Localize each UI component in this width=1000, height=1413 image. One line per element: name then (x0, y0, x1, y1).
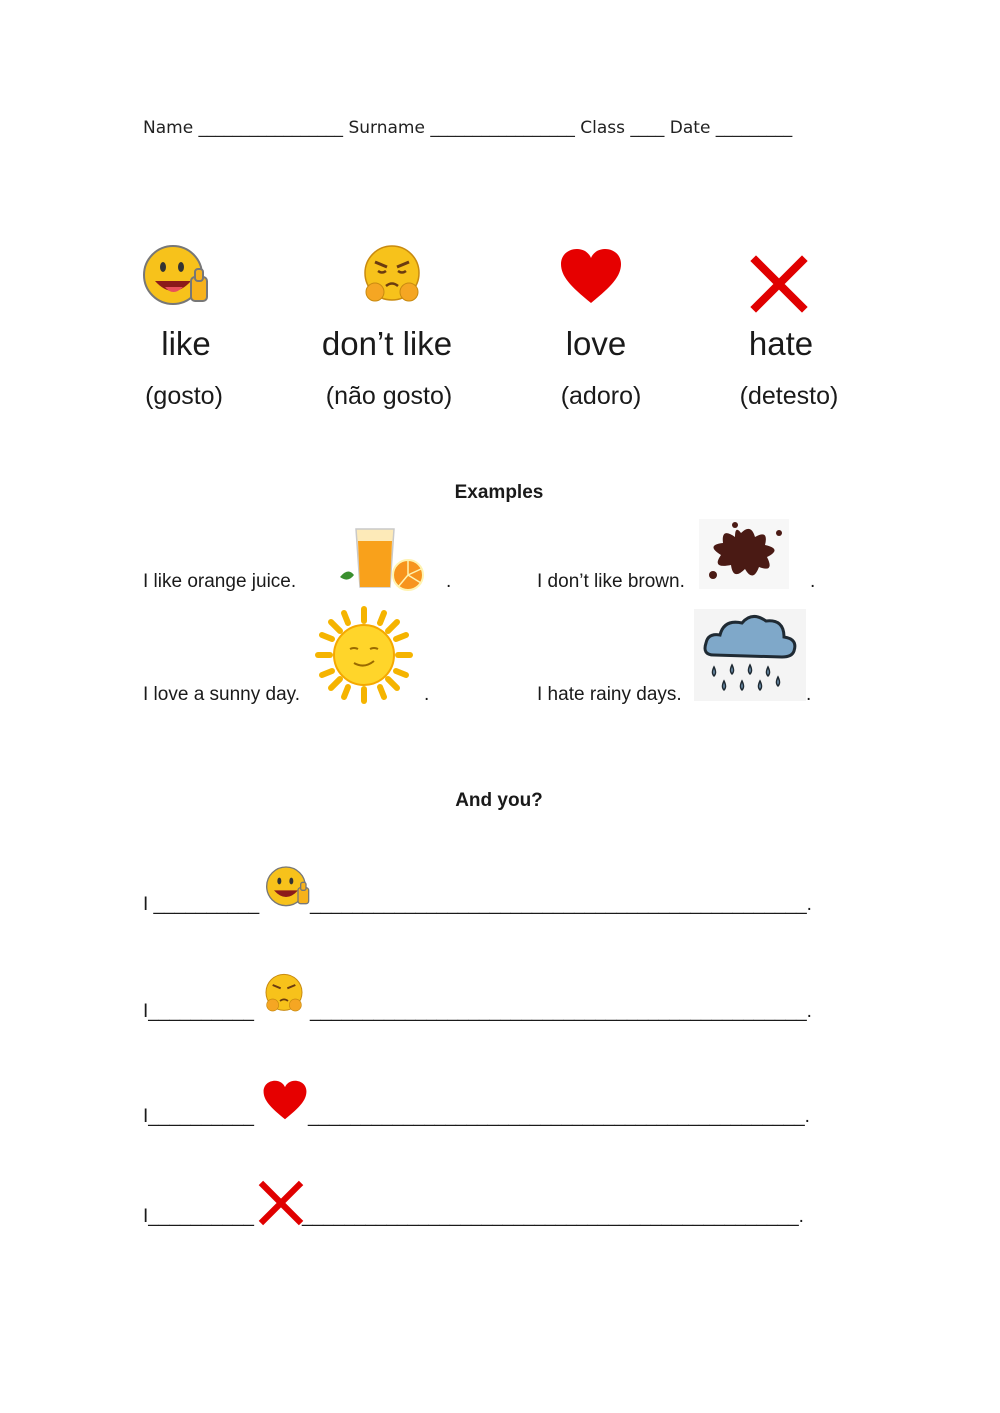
legend-word-like: like (161, 325, 211, 362)
example-sunny-day: I love a sunny day. (143, 684, 301, 705)
and-you-title: And you? (455, 790, 543, 811)
red-x-icon (260, 1182, 302, 1224)
practice-line-dont-like-blank[interactable]: _______________________________________________. (310, 1001, 812, 1022)
legend-translation-adoro: (adoro) (560, 382, 642, 410)
example-brown: I don’t like brown. (537, 571, 685, 592)
grumpy-face-icon (362, 244, 422, 304)
practice-line-like-blank[interactable]: _______________________________________________. (310, 894, 812, 915)
example-brown-end: . (810, 571, 816, 592)
red-x-icon (752, 257, 806, 311)
practice-line-dont-like-start[interactable]: I__________ (143, 1001, 254, 1022)
example-rainy-days-end: . (806, 684, 812, 705)
practice-line-like-start[interactable]: I __________ (143, 894, 260, 915)
rain-cloud-icon (694, 609, 806, 701)
brown-splash-icon (699, 519, 789, 589)
practice-line-love-blank[interactable]: _______________________________________________. (308, 1106, 810, 1127)
legend-translation-detesto: (detesto) (739, 382, 839, 410)
practice-line-love-start[interactable]: I__________ (143, 1106, 254, 1127)
example-orange-juice: I like orange juice. (143, 571, 297, 592)
heart-icon (262, 1080, 308, 1120)
thumbs-up-face-icon (266, 865, 310, 909)
thumbs-up-face-icon (143, 243, 209, 309)
example-rainy-days: I hate rainy days. (537, 684, 682, 705)
practice-line-hate-blank[interactable]: _______________________________________________. (302, 1206, 804, 1227)
heart-icon (560, 248, 622, 304)
legend-translation-gosto: (gosto) (145, 382, 223, 410)
examples-title: Examples (454, 482, 544, 503)
legend-word-hate: hate (748, 325, 814, 362)
sun-icon (316, 607, 412, 703)
example-sunny-day-end: . (424, 684, 430, 705)
orange-juice-icon (338, 527, 426, 591)
grumpy-face-icon (264, 973, 304, 1013)
legend-word-dont-like: don’t like (321, 325, 453, 362)
legend-translation-nao-gosto: (não gosto) (325, 382, 453, 410)
example-orange-juice-end: . (446, 571, 452, 592)
name-surname-class-date-line[interactable]: Name _________________ Surname _________________ Class ____ Date _________ (143, 118, 793, 138)
practice-line-hate-start[interactable]: I__________ (143, 1206, 254, 1227)
legend-word-love: love (565, 325, 627, 362)
